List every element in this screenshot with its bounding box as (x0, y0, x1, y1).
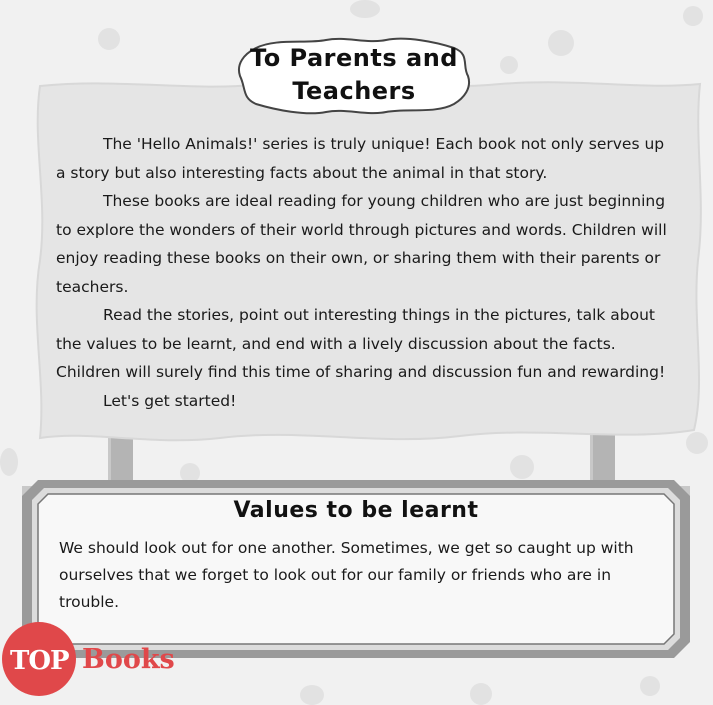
values-text: We should look out for one another. Sometimes, we get so caught up with ourselves that we forget to look out for our family or friends who are in trouble. (59, 539, 634, 611)
values-title: Values to be learnt (233, 498, 479, 523)
title-line-2: Teachers (292, 77, 416, 105)
paragraph: Read the stories, point out interesting things in the pictures, talk about the values to be learnt, and end with a lively discussion about the facts. Children will surely find this time of sharing and discussion fun and rewarding! (56, 306, 666, 381)
paragraph: Let's get started! (103, 391, 237, 410)
topbooks-logo (0, 618, 200, 700)
paragraph: These books are ideal reading for young children who are just beginning to explore the wonders of their world through pictures and words. Children will enjoy reading these books on their own, or sharing them with their parents or teachers. (56, 192, 667, 296)
logo-books-text: Books (82, 644, 175, 675)
logo-top-text: TOP (10, 646, 69, 676)
paragraph: The 'Hello Animals!' series is truly unique! Each book not only serves up a story but also interesting facts about the animal in that story. (56, 135, 665, 182)
title-line-1: To Parents and (250, 44, 458, 72)
